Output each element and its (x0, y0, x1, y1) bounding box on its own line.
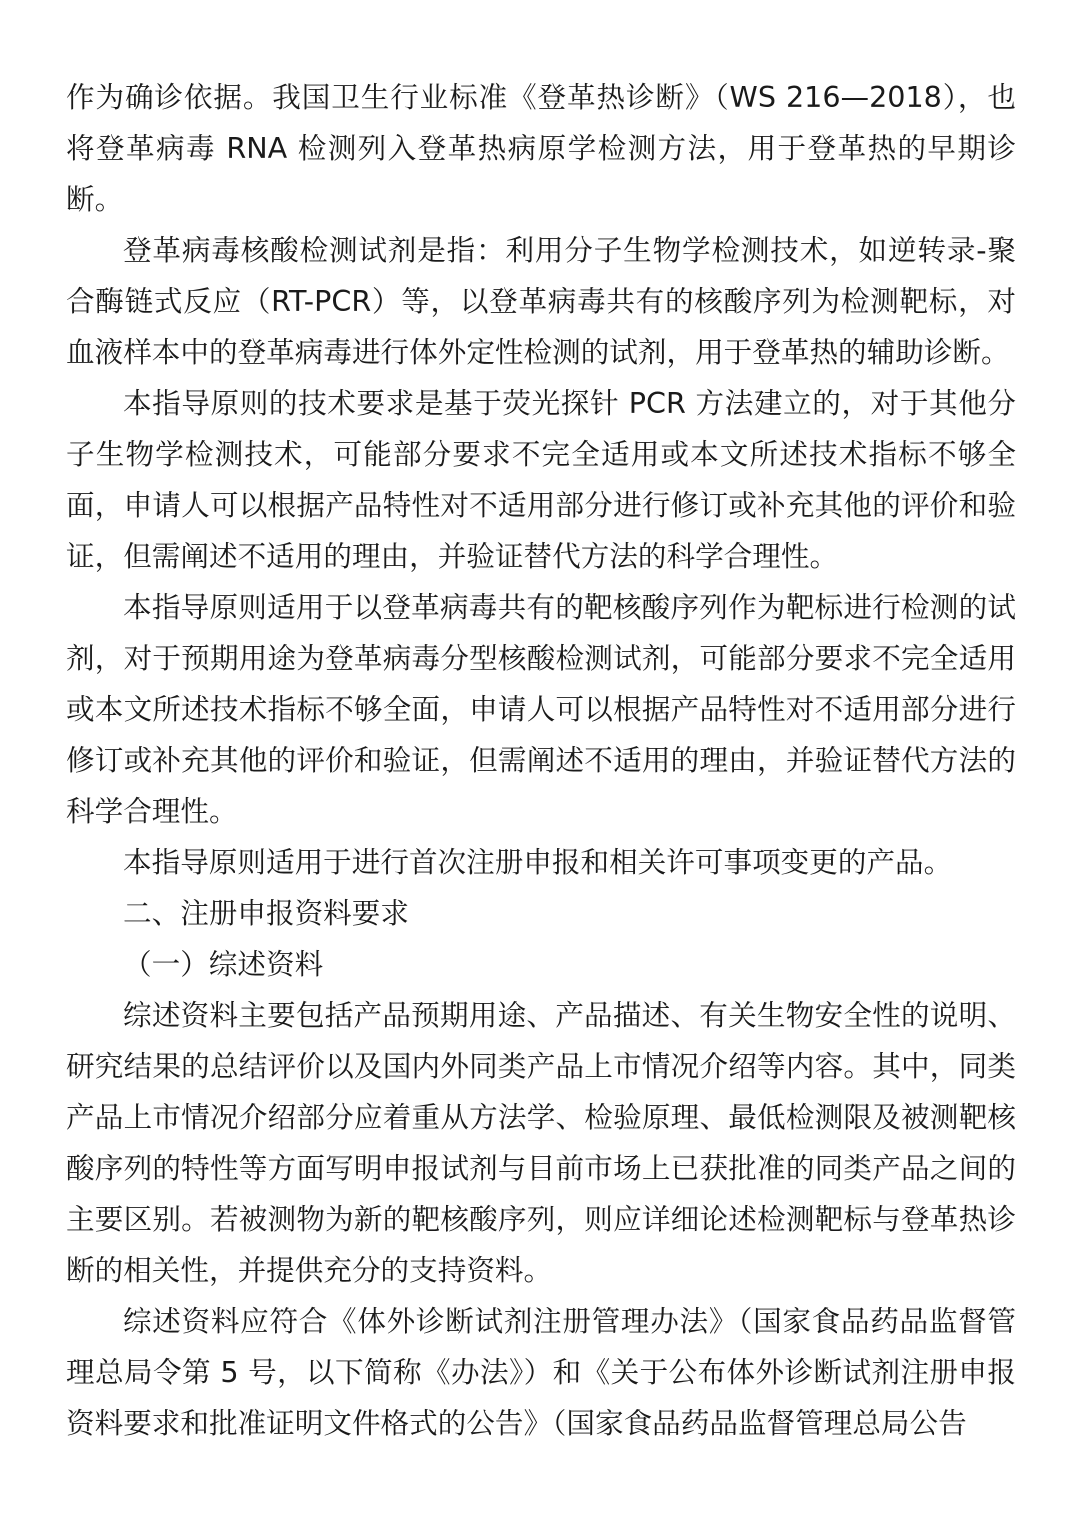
paragraph-summary-compliance: 综述资料应符合《体外诊断试剂注册管理办法》（国家食品药品监督管理总局令第 5 号，以下简称《办法》）和《关于公布体外诊断试剂注册申报资料要求和批准证明文件格式的公告》（国家食品药品监督管理总局公告 (66, 1304, 1016, 1440)
document-page (66, 72, 1016, 1449)
section-heading-registration-requirements: 二、注册申报资料要求 (123, 896, 409, 930)
paragraph-summary-content: 综述资料主要包括产品预期用途、产品描述、有关生物安全性的说明、研究结果的总结评价以及国内外同类产品上市情况介绍等内容。其中，同类产品上市情况介绍部分应着重从方法学、检验原理、最低检测限及被测靶核酸序列的特性等方面写明申报试剂与目前市场上已获批准的同类产品之间的主要区别。若被测物为新的靶核酸序列，则应详细论述检测靶标与登革热诊断的相关性，并提供充分的支持资料。 (66, 998, 1016, 1287)
paragraph-registration-scope: 本指导原则适用于进行首次注册申报和相关许可事项变更的产品。 (123, 845, 953, 879)
paragraph-technical-requirements: 本指导原则的技术要求是基于荧光探针 PCR 方法建立的，对于其他分子生物学检测技术，可能部分要求不完全适用或本文所述技术指标不够全面，申请人可以根据产品特性对不适用部分进行修订或补充其他的评价和验证，但需阐述不适用的理由，并验证替代方法的科学合理性。 (66, 386, 1016, 573)
paragraph-scope-of-application: 本指导原则适用于以登革病毒共有的靶核酸序列作为靶标进行检测的试剂，对于预期用途为登革病毒分型核酸检测试剂，可能部分要求不完全适用或本文所述技术指标不够全面，申请人可以根据产品特性对不适用部分进行修订或补充其他的评价和验证，但需阐述不适用的理由，并验证替代方法的科学合理性。 (66, 590, 1016, 828)
subsection-heading-summary-materials: （一）综述资料 (123, 947, 324, 981)
paragraph-reagent-definition: 登革病毒核酸检测试剂是指：利用分子生物学检测技术，如逆转录-聚合酶链式反应（RT-PCR）等，以登革病毒共有的核酸序列为检测靶标，对血液样本中的登革病毒进行体外定性检测的试剂，用于登革热的辅助诊断。 (66, 233, 1016, 369)
paragraph-diagnosis-basis: 作为确诊依据。我国卫生行业标准《登革热诊断》（WS 216—2018），也将登革病毒 RNA 检测列入登革热病原学检测方法，用于登革热的早期诊断。 (66, 80, 1016, 216)
